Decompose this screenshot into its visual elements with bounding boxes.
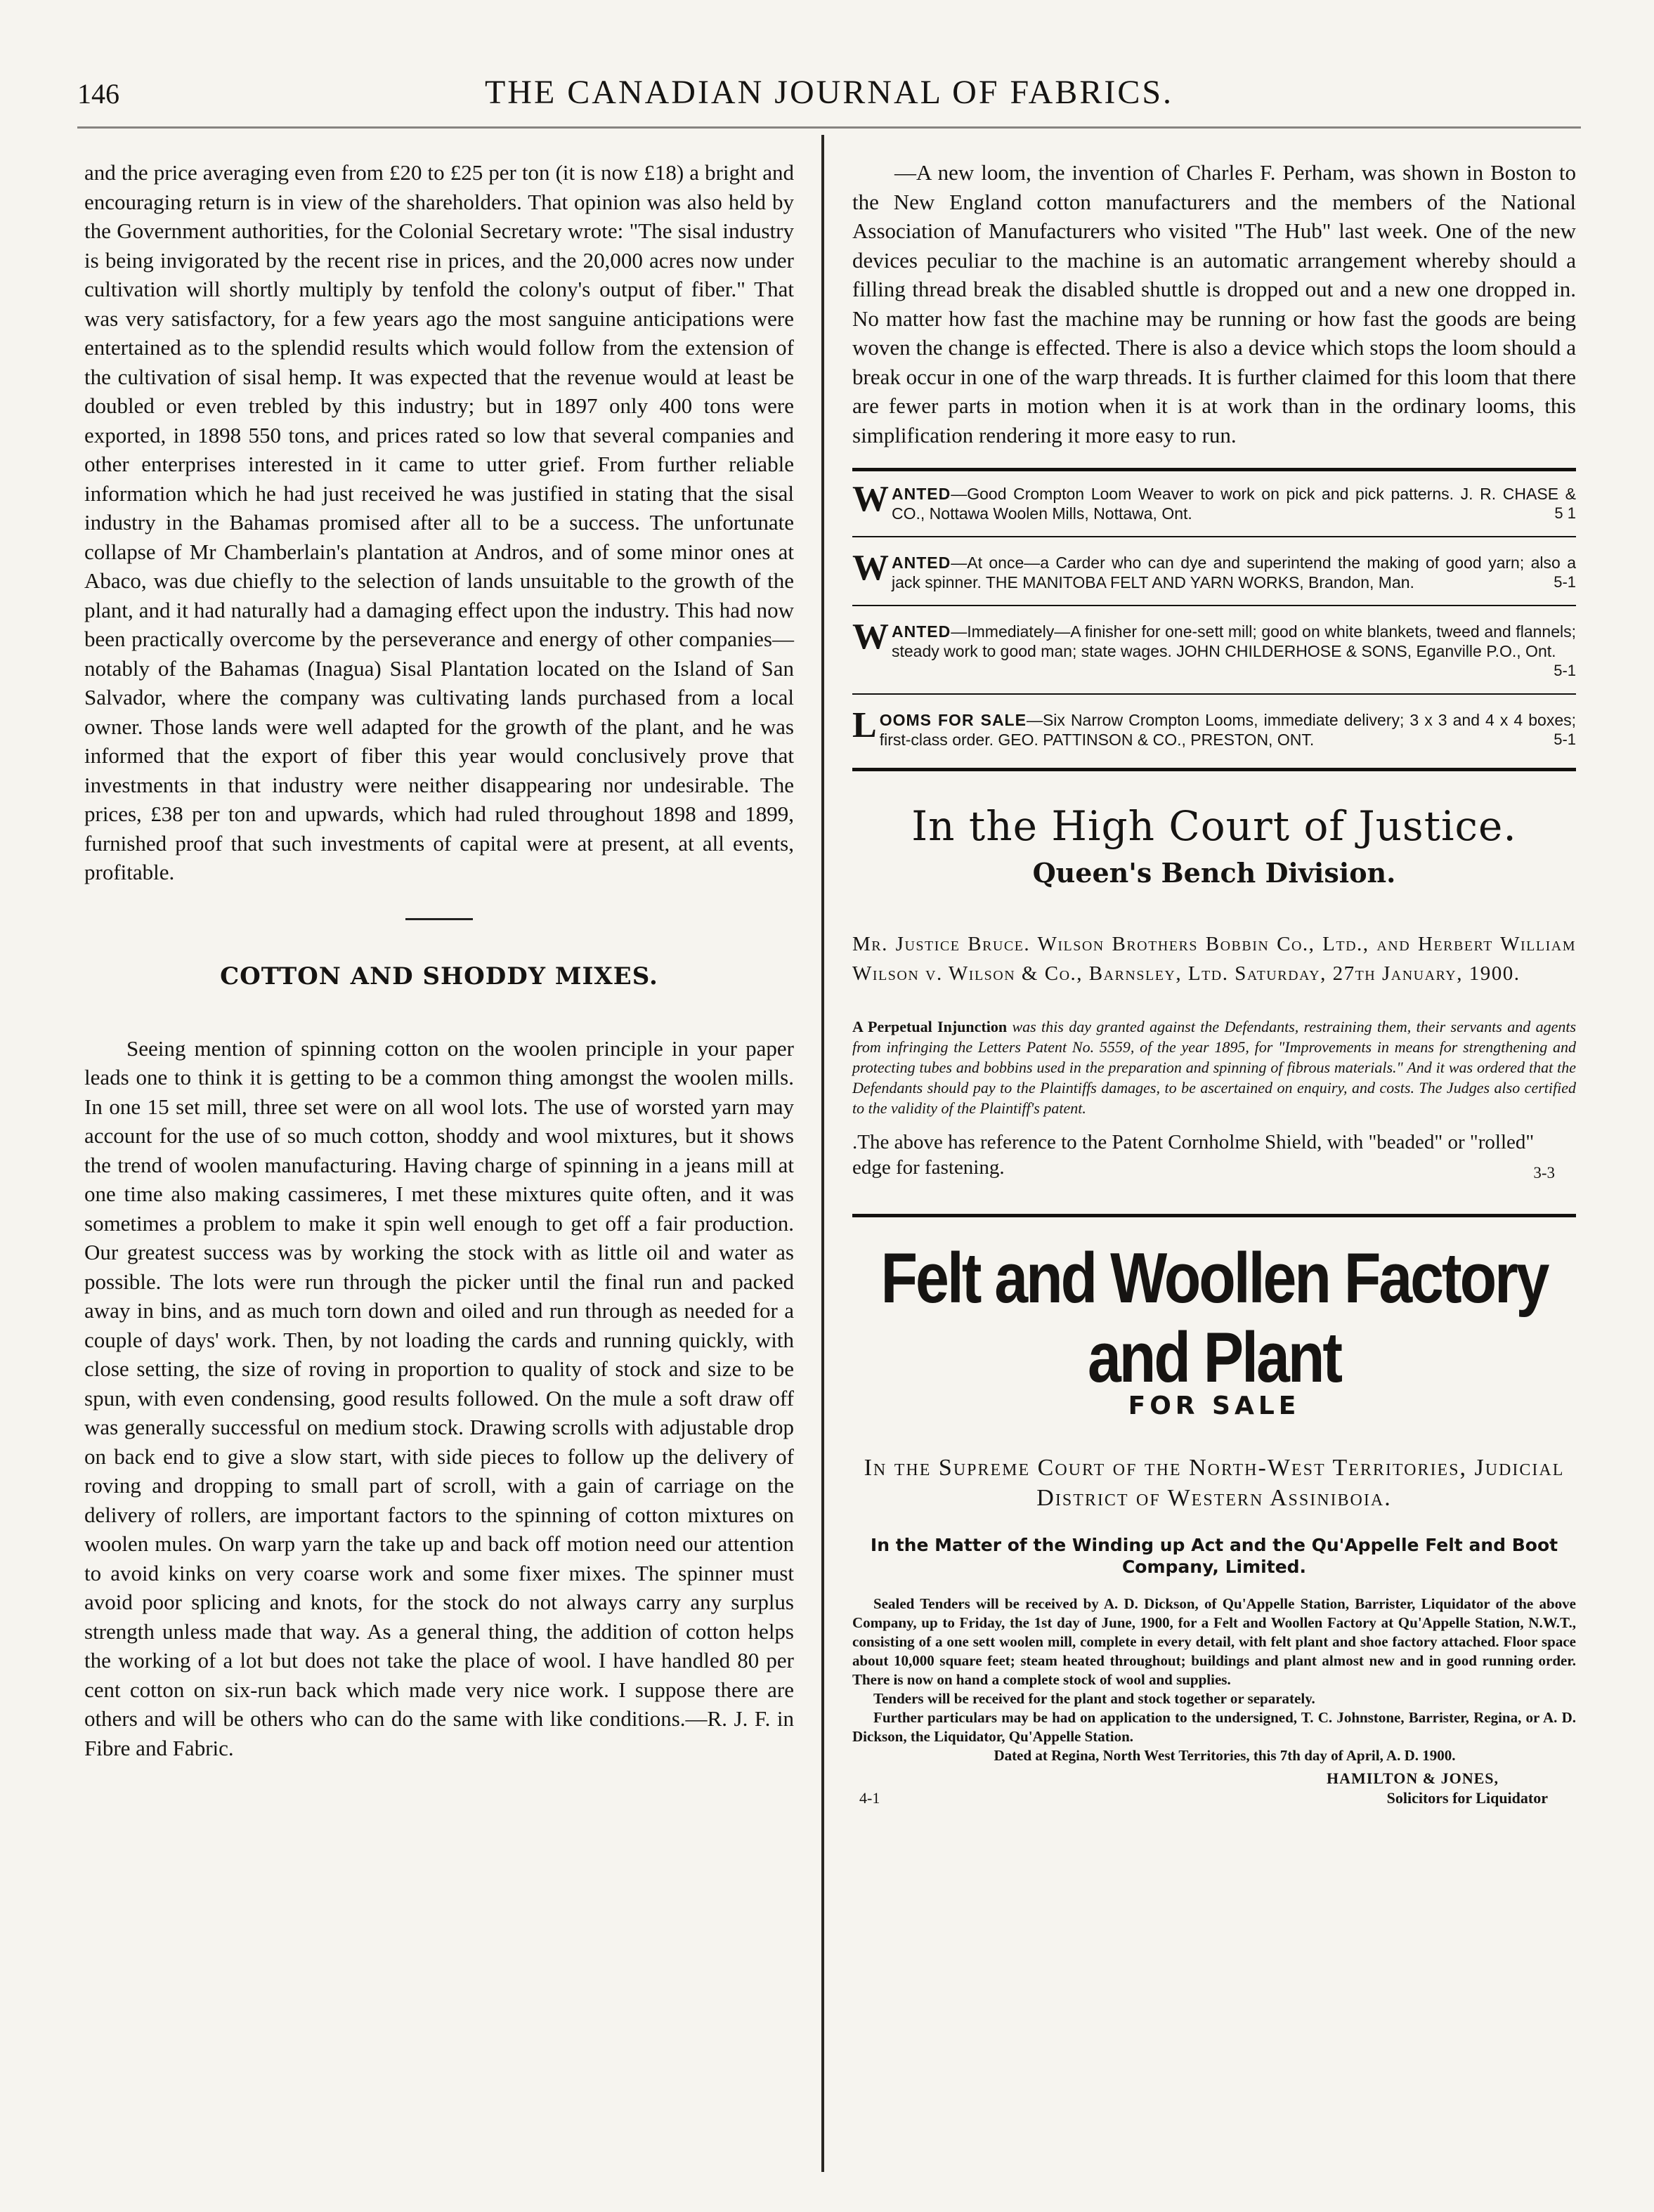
classified-ref: 5-1 <box>1554 573 1576 591</box>
court-notice-top-rule <box>852 768 1576 771</box>
cotton-article-paragraph: Seeing mention of spinning cotton on the woolen principle in your paper leads one to think it is getting to be a common thing amongst the woolen mills. In one 15 set mill, three set were on all wool lots. The use of worsted yarn may account for the use of so much cotton, shoddy and wool mixtures, but it shows the trend of woolen manufacturing. Having charge of spinning in a jeans mill at one time also making cassimeres, I met these mixtures quite often, and it was sometimes a problem to make it spin well enough to get off a fair production. Our greatest success was by working the stock with as little oil and water as possible. The lots were run through the picker until the final run and packed away in bins, and as much torn down and oiled and run through as needed for a couple of days' work. Then, by not loading the cards and running quickly, with close setting, the size of roving in proportion to quality of stock and size to be spun, with even condensing, good results followed. On the mule a soft draw off was generally successful on medium stock. Drawing scrolls with adjustable drop on back end to give a slow start, with side pieces to follow up the delivery of roving and dropping to small part of scroll, with a gain of carriage on the delivery of rollers, are important factors to the spinning of cotton mixtures on woolen mules. On warp yarn the take up and back off motion need our attention to avoid kinks on very coarse work and some fixer mixes. The spinner must avoid poor splicing and knots, for the stock do not always carry any surplus strength unless made that way. As a general thing, the addition of cotton helps the working of a lot but does not take the place of wool. I have handled 80 per cent cotton on six-run back which made very nice work. I suppose there are others and will be others who can do the same with like conditions.—R. J. F. in Fibre and Fabric. <box>84 1035 794 1760</box>
classified-ref: 5-1 <box>1554 731 1576 748</box>
section-separator <box>405 918 473 920</box>
classified-text: —Immediately—A finisher for one-sett mill; good on white blankets, tweed and flannels; steady work to good man; state wages. JOHN CHILDERHOSE & SONS, Eganville P.O., Ont. <box>892 622 1576 660</box>
injunction-lead: A Perpetual Injunction <box>852 1018 1008 1035</box>
classified-rule <box>852 693 1576 695</box>
court-notice-division: Queen's Bench Division. <box>1032 857 1396 889</box>
classified-ad <box>852 479 1576 523</box>
winding-up-matter: In the Matter of the Winding up Act and the Qu'Appelle Felt and Boot Company, Limited. <box>870 1535 1558 1577</box>
factory-ad-subtitle: FOR SALE <box>1128 1392 1301 1420</box>
classified-keyword: OOMS FOR SALE <box>879 711 1027 729</box>
header-rule <box>77 126 1581 129</box>
classified-text: —Good Crompton Loom Weaver to work on pick and pick patterns. J. R. CHASE & CO., Nottawa Woolen Mills, Nottawa, Ont. <box>892 485 1576 523</box>
classified-keyword: ANTED <box>892 485 951 503</box>
classified-rule <box>852 605 1576 606</box>
classified-dropcap: W <box>852 479 889 519</box>
court-notice <box>852 802 1576 1180</box>
column-divider <box>821 135 824 2172</box>
tenders-paragraph: Sealed Tenders will be received by A. D. Dickson, of Qu'Appelle Station, Barrister, Liquidator of the above Company, up to Friday, the 1st day of June, 1900, for a Felt and Woollen Factory at Qu'Appelle Station, N.W.T., consisting of a one sett woolen mill, complete in every detail, with felt plant and shoe factory attached. Floor space about 10,000 square feet; steam heated throughout; buildings and plant almost new and in good running order. There is now on hand a complete stock of wool and supplies. <box>852 1595 1576 1688</box>
classified-ad <box>852 548 1576 592</box>
classified-ad <box>852 617 1576 681</box>
right-column <box>852 158 1576 1806</box>
case-caption: Mr. Justice Bruce. Wilson Brothers Bobbin Co., Ltd., and Herbert William Wilson v. Wilson & Co., Barnsley, Ltd. Saturday, 27th January, 1900. <box>852 933 1577 985</box>
signatory-role: Solicitors for Liquidator <box>1386 1789 1548 1807</box>
signature-block <box>852 1769 1576 1807</box>
patent-reference-text: .The above has reference to the Patent Cornholme Shield, with "beaded" or "rolled" edge for fastening. <box>852 1131 1535 1179</box>
court-notice-title: In the High Court of Justice. <box>911 802 1517 850</box>
factory-sale-ad <box>852 1238 1576 1806</box>
classified-ref: 5 1 <box>1554 504 1576 522</box>
injunction-text <box>852 1016 1576 1118</box>
page-header <box>77 73 1581 115</box>
classified-dropcap: W <box>852 617 889 657</box>
patent-reference <box>852 1130 1576 1180</box>
journal-title: THE CANADIAN JOURNAL OF FABRICS. <box>484 74 1174 111</box>
tenders-separate-note: Tenders will be received for the plant and stock together or separately. <box>873 1690 1315 1707</box>
classified-keyword: ANTED <box>892 554 951 572</box>
court-notice-ref: 3-3 <box>1533 1164 1555 1182</box>
classified-ref: 5-1 <box>1554 662 1576 679</box>
section-title-cotton-shoddy: COTTON AND SHODDY MIXES. <box>220 962 658 990</box>
classified-keyword: ANTED <box>892 622 951 641</box>
classified-rule <box>852 536 1576 537</box>
classified-dropcap: W <box>852 548 889 588</box>
injunction-body: was this day granted against the Defendants, restraining them, their servants and agents from infringing the Letters Patent No. 5559, of the year 1895, for "Improvements in means for strengthening and protecting tubes and bobbins used in the preparation and spinning of fibrous materials." And it was ordered that the Defendants should pay to the Plaintiffs damages, to be ascertained on enquiry, and costs. The Judges also certified to the validity of the Plaintiff's patent. <box>852 1018 1577 1117</box>
classified-text: —Six Narrow Crompton Looms, immediate delivery; 3 x 3 and 4 x 4 boxes; first-class order. GEO. PATTINSON & CO., PRESTON, ONT. <box>879 711 1576 749</box>
further-particulars-note: Further particulars may be had on application to the undersigned, T. C. Johnstone, Barrister, Regina, or A. D. Dickson, the Liquidator, Qu'Appelle Station. <box>852 1709 1576 1745</box>
dated-line: Dated at Regina, North West Territories, this 7th day of April, A. D. 1900. <box>994 1747 1456 1764</box>
supreme-court-caption: In the Supreme Court of the North-West Territories, Judicial District of Western Assiniboia. <box>864 1455 1565 1511</box>
factory-ad-title: Felt and Woollen Factory and Plant <box>880 1238 1548 1398</box>
left-column <box>84 158 794 1762</box>
classifieds-top-rule <box>852 468 1576 471</box>
signatory-name: HAMILTON & JONES, <box>1327 1769 1499 1787</box>
factory-ad-top-rule <box>852 1214 1576 1217</box>
page-number: 146 <box>77 78 119 110</box>
classified-ad <box>852 705 1576 750</box>
factory-ad-code: 4-1 <box>859 1789 880 1807</box>
sisal-article-paragraph: and the price averaging even from £20 to £25 per ton (it is now £18) a bright and encouraging return is in view of the shareholders. That opinion was also held by the Government authorities, for the Colonial Secretary wrote: "The sisal industry is being invigorated by the recent rise in prices, and the 20,000 acres now under cultivation will shortly multiply by tenfold the colony's output of fiber." That was very satisfactory, for a few years ago the most sanguine anticipations were entertained as to the splendid results which would follow from the extension of the cultivation of sisal hemp. It was expected that the revenue would at least be doubled or even trebled by this industry; but in 1897 only 400 tons were exported, in 1898 550 tons, and prices rated so low that several companies and other enterprises interested in it came to utter grief. From further reliable information which he had just received he was justified in stating that the sisal industry in the Bahamas promised after all to be a success. The unfortunate collapse of Mr Chamberlain's plantation at Andros, and of some minor ones at Abaco, was due chiefly to the selection of lands unsuitable to the growth of the plant, and it had naturally had a damaging effect upon the industry. This had now been practically overcome by the perseverance and energy of other companies—notably of the Bahamas (Inagua) Sisal Plantation located on the Island of San Salvador, where the company was cultivating lands purchased from a local owner. Those lands were well adapted for the growth of the plant, and he was informed that the export of fiber this year would conclusively prove that investments in that industry were neither disappearing nor undesirable. The prices, £38 per ton and upwards, which had ruled throughout 1898 and 1899, furnished proof that such investments of capital were at present, at all events, profitable. <box>84 160 794 884</box>
classified-dropcap: L <box>852 705 877 745</box>
classified-text: —At once—a Carder who can dye and superintend the making of good yarn; also a jack spinner. THE MANITOBA FELT AND YARN WORKS, Brandon, Man. <box>892 554 1576 591</box>
loom-article-paragraph: —A new loom, the invention of Charles F. Perham, was shown in Boston to the New England cotton manufacturers and the members of the National Association of Manufacturers who visited "The Hub" last week. One of the new devices peculiar to the machine is an automatic arrangement whereby should a filling thread break the disabled shuttle is dropped out and a new one dropped in. No matter how fast the machine may be running or how fast the goods are being woven the change is effected. There is also a device which stops the loom should a break occur in one of the warp threads. It is further claimed for this loom that there are fewer parts in motion when it is at work than in the ordinary looms, this simplification rendering it more easy to run. <box>852 160 1576 447</box>
